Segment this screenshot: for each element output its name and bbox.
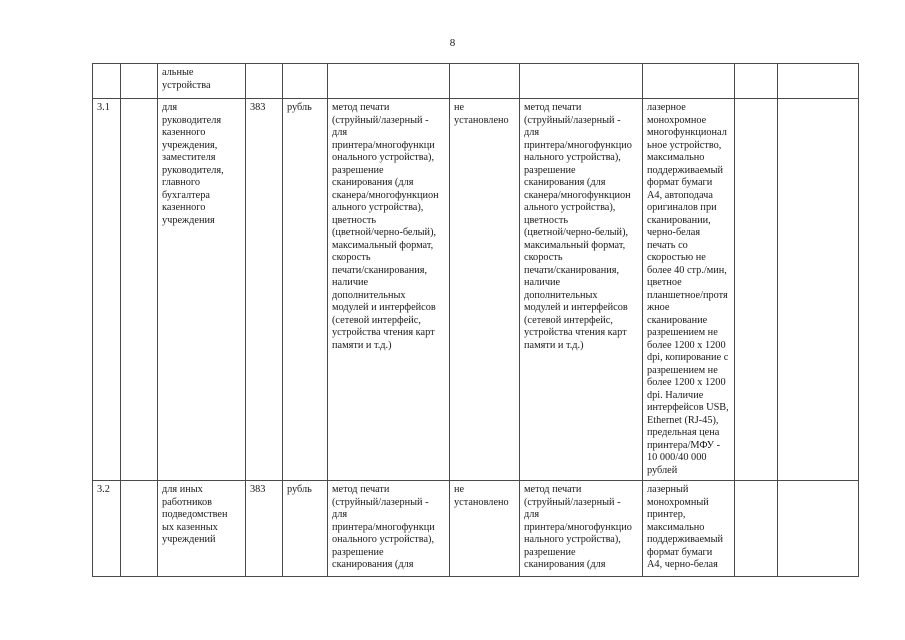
- cell-text-line: интерфейсов USB,: [647, 402, 729, 413]
- cell-empty: [121, 64, 158, 99]
- cell-text-line: памяти и т.д.): [332, 339, 392, 351]
- cell-text-line: скоростью не: [647, 252, 706, 263]
- cell-empty: [778, 481, 859, 577]
- cell-text-line: руководителя,: [162, 164, 224, 176]
- cell-text-line: сканирование: [647, 314, 708, 326]
- page-number: 8: [449, 37, 456, 49]
- cell-empty: [121, 481, 158, 577]
- cell-text-line: казенного: [162, 127, 206, 138]
- cell-text-line: ьное устройство,: [647, 139, 722, 151]
- cell-empty: [520, 64, 643, 99]
- cell-text-line: формат бумаги: [647, 177, 713, 188]
- cell-value-2: [643, 99, 735, 481]
- cell-text-line: формат бумаги: [647, 546, 713, 558]
- cell-text-line: учреждения: [162, 214, 215, 226]
- cell-text-line: более 1200 x 1200: [647, 377, 726, 388]
- cell-empty: [778, 64, 859, 99]
- cell-text-line: планшетное/протя: [647, 289, 728, 301]
- cell-text-line: разрешением не: [647, 364, 718, 376]
- cell-empty: [93, 64, 121, 99]
- cell-text-line: многофункционал: [647, 127, 727, 138]
- cell-text-line: (сетевой интерфейс,: [524, 314, 613, 326]
- cell-text-line: для: [332, 127, 348, 138]
- cell-text-line: dpi, копирование с: [647, 352, 729, 363]
- cell-text-line: лазерное: [647, 102, 686, 113]
- cell-text-line: принтера/многофункцио: [524, 139, 632, 151]
- cell-text-line: для: [332, 509, 348, 520]
- cell-text-line: оригиналов при: [647, 202, 717, 213]
- cell-text-line: (сетевой интерфейс,: [332, 314, 421, 326]
- cell-text-line: монохромное: [647, 114, 707, 126]
- cell-empty: [735, 99, 778, 481]
- cell-text-line: А4, черно-белая: [647, 559, 718, 570]
- cell-text-line: заместителя: [162, 152, 216, 163]
- cell-text-line: наличие: [332, 277, 369, 288]
- cell-okei-code: 383: [246, 99, 283, 481]
- cell-text-line: модулей и интерфейсов: [524, 302, 628, 313]
- cell-characteristic-2: [520, 99, 643, 481]
- cell-empty: [283, 64, 328, 99]
- cell-text-line: метод печати: [332, 102, 390, 113]
- cell-row-number: 3.2: [93, 481, 121, 577]
- cell-text-line: жное: [647, 302, 670, 313]
- cell-text-line: памяти и т.д.): [524, 339, 584, 351]
- cell-text-line: скорость: [332, 252, 371, 263]
- cell-text-line: казенного: [162, 202, 206, 213]
- cell-text-line: нального устройства),: [524, 534, 621, 545]
- cell-text-line: разрешение: [332, 164, 384, 176]
- cell-text-line: нального устройства),: [524, 152, 621, 163]
- cell-text-line: лазерный: [647, 484, 689, 495]
- cell-text-line: принтера/многофункцио: [524, 521, 632, 533]
- cell-text-line: метод печати: [524, 102, 582, 113]
- cell-text-line: онального устройства),: [332, 534, 435, 545]
- cell-value-2: [643, 481, 735, 577]
- cell-text-line: цветность: [332, 214, 377, 226]
- cell-text-line: работников: [162, 496, 212, 508]
- cell-text-line: принтер,: [647, 509, 686, 520]
- cell-text-line: предельная цена: [647, 427, 720, 438]
- cell-unit: рубль: [283, 481, 328, 577]
- cell-text-line: метод печати: [524, 484, 582, 495]
- cell-empty: [246, 64, 283, 99]
- cell-text-line: сканера/многофункцион: [332, 189, 439, 201]
- cell-text-line: устройства чтения карт: [524, 327, 627, 338]
- cell-text-line: черно-белая: [647, 227, 701, 238]
- cell-text-line: поддерживаемый: [647, 534, 723, 545]
- cell-empty: [121, 99, 158, 481]
- cell-text-line: принтера/МФУ -: [647, 439, 720, 451]
- cell-text-line: dpi. Наличие: [647, 389, 704, 401]
- cell-text-line: максимальный формат,: [332, 239, 434, 251]
- cell-text-line: максимально: [647, 152, 705, 163]
- cell-position: [158, 64, 246, 99]
- cell-text-line: руководителя: [162, 114, 222, 126]
- cell-text-line: сканирования (для: [524, 559, 606, 570]
- cell-text-line: устройства чтения карт: [332, 327, 435, 338]
- cell-text-line: сканирования (для: [524, 177, 606, 188]
- cell-text-line: сканера/многофункцион: [524, 189, 631, 201]
- cell-text-line: для: [524, 509, 540, 520]
- cell-text-line: главного: [162, 177, 201, 188]
- cell-text-line: ального устройства),: [332, 202, 424, 213]
- cell-text-line: (струйный/лазерный -: [332, 496, 429, 508]
- cell-text-line: ых казенных: [162, 521, 218, 533]
- cell-text-line: (цветной/черно-белый),: [524, 227, 629, 238]
- cell-text-line: разрешением не: [647, 327, 718, 338]
- cell-characteristic-2: [520, 481, 643, 577]
- cell-text-line: (струйный/лазерный -: [332, 114, 429, 126]
- cell-text-line: сканирования (для: [332, 559, 414, 570]
- cell-text-line: установлено: [454, 496, 509, 508]
- cell-text-line: максимально: [647, 521, 705, 533]
- cell-text-line: Ethernet (RJ-45),: [647, 414, 719, 426]
- cell-unit: рубль: [283, 99, 328, 481]
- cell-text-line: поддерживаемый: [647, 164, 723, 176]
- cell-text-line: (цветной/черно-белый),: [332, 227, 437, 238]
- cell-text-line: установлено: [454, 114, 509, 126]
- cell-text-line: разрешение: [332, 546, 384, 558]
- cell-text-line: подведомствен: [162, 509, 228, 520]
- cell-empty: [735, 64, 778, 99]
- cell-position: [158, 481, 246, 577]
- cell-text-line: для: [524, 127, 540, 138]
- cell-text-line: рублей: [647, 464, 678, 476]
- cell-text-line: принтера/многофункци: [332, 139, 435, 151]
- cell-text-line: принтера/многофункци: [332, 521, 435, 533]
- cell-text-line: А4, автоподача: [647, 189, 713, 201]
- cell-empty: [328, 64, 450, 99]
- cell-text-line: учреждений: [162, 534, 216, 545]
- cell-text-line: для: [162, 102, 178, 113]
- cell-text-line: сканирования (для: [332, 177, 414, 188]
- cell-empty: [735, 481, 778, 577]
- cell-empty: [450, 64, 520, 99]
- cell-value: [450, 99, 520, 481]
- cell-position: [158, 99, 246, 481]
- cell-text-line: максимальный формат,: [524, 239, 626, 251]
- cell-text-line: сканировании,: [647, 214, 711, 226]
- cell-text-line: наличие: [524, 277, 561, 288]
- table-row-continuation: [93, 64, 859, 99]
- cell-text-line: не: [454, 102, 465, 113]
- cell-text-line: бухгалтера: [162, 189, 210, 201]
- cell-text-line: более 1200 x 1200: [647, 339, 726, 351]
- cell-text-line: скорость: [524, 252, 563, 263]
- cell-text-line: устройства: [162, 79, 211, 91]
- cell-text-line: метод печати: [332, 484, 390, 495]
- table-row: [93, 481, 859, 577]
- cell-value: [450, 481, 520, 577]
- cell-text-line: печати/сканирования,: [332, 264, 428, 276]
- cell-text-line: (струйный/лазерный -: [524, 496, 621, 508]
- cell-text-line: онального устройства),: [332, 152, 435, 163]
- cell-text-line: альные: [162, 67, 194, 78]
- cell-characteristic: [328, 481, 450, 577]
- cell-text-line: 10 000/40 000: [647, 452, 707, 463]
- cell-text-line: модулей и интерфейсов: [332, 302, 436, 313]
- cell-text-line: дополнительных: [332, 289, 406, 301]
- cell-text-line: разрешение: [524, 546, 576, 558]
- cell-text-line: для иных: [162, 484, 203, 495]
- cell-text-line: более 40 стр./мин,: [647, 264, 727, 276]
- cell-text-line: печать со: [647, 239, 688, 251]
- cell-text-line: не: [454, 484, 465, 495]
- cell-text-line: ального устройства),: [524, 202, 616, 213]
- cell-okei-code: 383: [246, 481, 283, 577]
- cell-text-line: печати/сканирования,: [524, 264, 620, 276]
- cell-characteristic: [328, 99, 450, 481]
- cell-empty: [643, 64, 735, 99]
- cell-text-line: цветное: [647, 277, 682, 288]
- requirements-table: [92, 63, 859, 577]
- cell-text-line: цветность: [524, 214, 569, 226]
- table-row: [93, 99, 859, 481]
- cell-empty: [778, 99, 859, 481]
- cell-text-line: разрешение: [524, 164, 576, 176]
- cell-text-line: (струйный/лазерный -: [524, 114, 621, 126]
- cell-text-line: учреждения,: [162, 139, 218, 151]
- cell-text-line: монохромный: [647, 496, 709, 508]
- cell-text-line: дополнительных: [524, 289, 598, 301]
- cell-row-number: 3.1: [93, 99, 121, 481]
